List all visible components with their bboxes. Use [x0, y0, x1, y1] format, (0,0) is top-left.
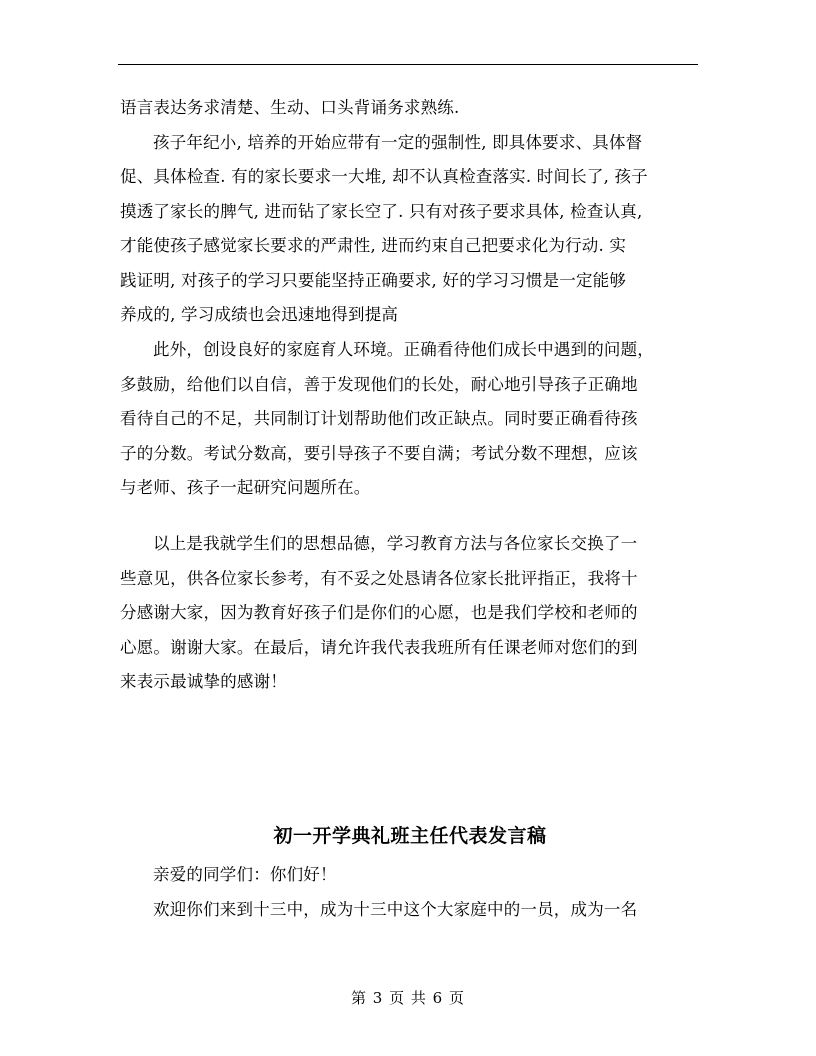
text-line: 摸透了家长的脾气, 进而钻了家长空了. 只有对孩子要求具体, 检查认真, [120, 201, 643, 221]
text-line: 欢迎你们来到十三中，成为十三中这个大家庭中的一员，成为一名 [153, 899, 638, 919]
page-number-footer: 第 3 页 共 6 页 [351, 989, 465, 1007]
paragraph-closing-remarks [120, 527, 700, 700]
paragraph-study-habits [120, 91, 700, 333]
text-line: 亲爱的同学们：你们好！ [153, 865, 337, 884]
text-line: 孩子年纪小, 培养的开始应带有一定的强制性, 即具体要求、具体督 [153, 132, 643, 152]
paragraph-home-environment [120, 333, 700, 506]
text-line: 来表示最诚挚的感谢！ [120, 672, 287, 691]
text-line: 践证明, 对孩子的学习只要能坚持正确要求, 好的学习习惯是一定能够 [120, 270, 627, 290]
text-line: 子的分数。考试分数高，要引导孩子不要自满；考试分数不理想，应该 [120, 443, 638, 463]
header-rule [118, 64, 698, 65]
text-line: 才能使孩子感觉家长要求的严肃性, 进而约束自己把要求化为行动. 实 [120, 236, 627, 255]
text-line: 语言表达务求清楚、生动、口头背诵务求熟练. [120, 98, 460, 117]
text-line: 心愿。谢谢大家。在最后，请允许我代表我班所有任课老师对您们的到 [120, 637, 638, 657]
text-line: 促、具体检查. 有的家长要求一大堆, 却不认真检查落实. 时间长了, 孩子 [120, 167, 648, 186]
text-line: 与老师、孩子一起研究问题所在。 [120, 478, 371, 497]
text-line: 分感谢大家，因为教育好孩子们是你们的心愿，也是我们学校和老师的 [120, 603, 638, 622]
text-line: 此外，创设良好的家庭育人环境。正确看待他们成长中遇到的问题， [153, 340, 654, 359]
text-line: 看待自己的不足，共同制订计划帮助他们改正缺点。同时要正确看待孩 [120, 409, 638, 428]
section-title: 初一开学典礼班主任代表发言稿 [273, 825, 547, 847]
paragraph-speech-opening [120, 858, 700, 927]
text-line: 多鼓励，给他们以自信，善于发现他们的长处，耐心地引导孩子正确地 [120, 374, 638, 394]
text-line: 养成的, 学习成绩也会迅速地得到提高 [120, 305, 399, 324]
text-line: 以上是我就学生们的思想品德，学习教育方法与各位家长交换了一 [153, 534, 638, 553]
text-line: 些意见，供各位家长参考，有不妥之处恳请各位家长批评指正，我将十 [120, 568, 638, 588]
